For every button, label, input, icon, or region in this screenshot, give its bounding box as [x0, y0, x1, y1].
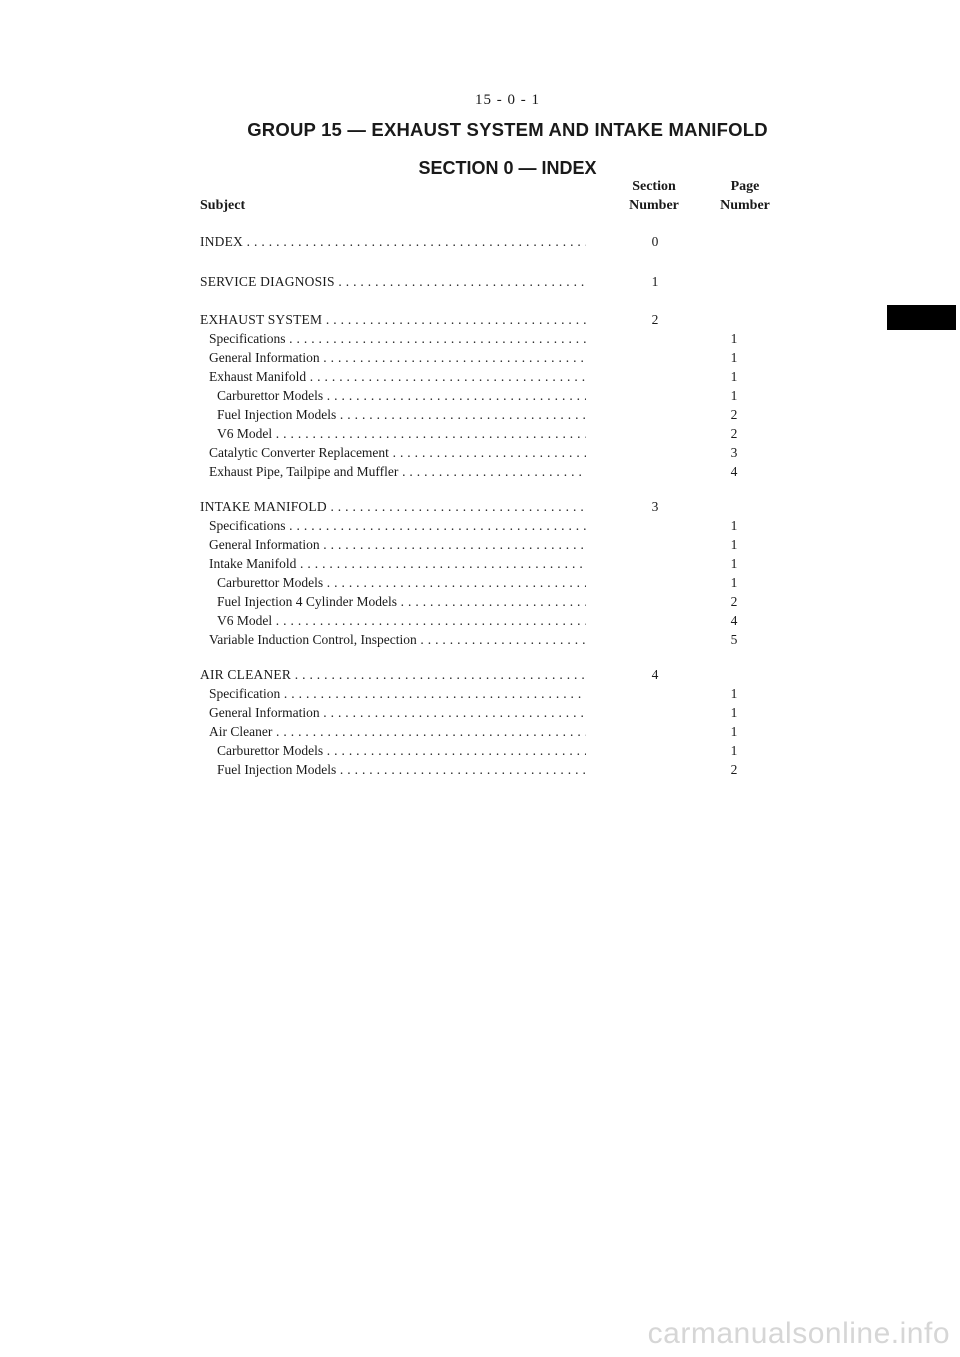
index-entry[interactable] — [200, 232, 785, 251]
entry-page-number: 2 — [730, 407, 738, 422]
index-entry[interactable] — [200, 405, 785, 424]
entry-label: Specifications . . . — [200, 516, 586, 535]
entry-page-number: 1 — [730, 686, 738, 701]
entry-label: Air Cleaner . . . — [200, 722, 586, 741]
entry-label: EXHAUST SYSTEM . . . — [200, 310, 586, 329]
page-number: 15 - 0 - 1 — [475, 92, 540, 108]
entry-section-number: 4 — [651, 667, 659, 682]
index-entry[interactable] — [200, 516, 785, 535]
entry-label: Specification . . . — [200, 684, 586, 703]
entry-label: Fuel Injection Models . . . — [200, 760, 586, 779]
entry-label: Carburettor Models . . . — [200, 386, 586, 405]
watermark: carmanualsonline.info — [647, 1317, 950, 1350]
index-entry[interactable] — [200, 630, 785, 649]
entry-page-number: 1 — [730, 575, 738, 590]
entry-page-number: 4 — [730, 613, 738, 628]
entry-label: Fuel Injection 4 Cylinder Models . . . — [200, 592, 586, 611]
index-entry[interactable] — [200, 722, 785, 741]
group-title: GROUP 15 — EXHAUST SYSTEM AND INTAKE MANIFOLD — [247, 119, 768, 140]
entry-label: Exhaust Manifold . . . — [200, 367, 586, 386]
entry-page-number: 1 — [730, 537, 738, 552]
entry-label: V6 Model . . . — [200, 611, 586, 630]
index-entry[interactable] — [200, 760, 785, 779]
section-thumb-tab — [887, 305, 956, 330]
entry-label: Catalytic Converter Replacement . . . — [200, 443, 586, 462]
entry-section-number: 2 — [651, 312, 659, 327]
page-header-line2: Number — [720, 198, 770, 213]
entry-label: General Information . . . — [200, 535, 586, 554]
entry-label: INDEX . . . — [200, 232, 586, 251]
index-entry[interactable] — [200, 573, 785, 592]
entry-page-number: 1 — [730, 331, 738, 346]
entry-page-number: 1 — [730, 556, 738, 571]
entry-label: Exhaust Pipe, Tailpipe and Muffler . . . — [200, 462, 586, 481]
index-entry[interactable] — [200, 497, 785, 516]
section-number-column-header — [617, 177, 691, 215]
index-entry[interactable] — [200, 554, 785, 573]
entry-label: AIR CLEANER . . . — [200, 665, 586, 684]
entry-label: Carburettor Models . . . — [200, 741, 586, 760]
entry-label: Specifications . . . — [200, 329, 586, 348]
entry-page-number: 2 — [730, 426, 738, 441]
subject-column-header: Subject — [200, 198, 246, 213]
index-entry[interactable] — [200, 329, 785, 348]
index-entry[interactable] — [200, 592, 785, 611]
index-entry[interactable] — [200, 310, 785, 329]
entry-section-number: 1 — [651, 274, 659, 289]
index-entry[interactable] — [200, 611, 785, 630]
entry-page-number: 2 — [730, 594, 738, 609]
entry-page-number: 2 — [730, 762, 738, 777]
index-entry[interactable] — [200, 443, 785, 462]
index-entry[interactable] — [200, 665, 785, 684]
entry-page-number: 3 — [730, 445, 738, 460]
entry-section-number: 3 — [651, 499, 659, 514]
section-title: SECTION 0 — INDEX — [418, 158, 597, 178]
index-entry[interactable] — [200, 703, 785, 722]
index-entry[interactable] — [200, 424, 785, 443]
entry-page-number: 1 — [730, 369, 738, 384]
entry-label: General Information . . . — [200, 348, 586, 367]
index-entry[interactable] — [200, 386, 785, 405]
entry-label: Fuel Injection Models . . . — [200, 405, 586, 424]
index-entry[interactable] — [200, 741, 785, 760]
entry-label: INTAKE MANIFOLD . . . — [200, 497, 586, 516]
entry-section-number: 0 — [651, 234, 659, 249]
page-header-line1: Page — [730, 179, 760, 194]
entry-page-number: 1 — [730, 518, 738, 533]
entry-page-number: 1 — [730, 743, 738, 758]
index-entry[interactable] — [200, 272, 785, 291]
entry-label: SERVICE DIAGNOSIS . . . — [200, 272, 586, 291]
entry-page-number: 1 — [730, 705, 738, 720]
entry-page-number: 1 — [730, 388, 738, 403]
index-entry[interactable] — [200, 367, 785, 386]
entry-label: V6 Model . . . — [200, 424, 586, 443]
section-header-line1: Section — [632, 179, 676, 194]
entry-page-number: 1 — [730, 724, 738, 739]
index-entry[interactable] — [200, 462, 785, 481]
page-number-column-header — [708, 177, 782, 215]
entry-page-number: 5 — [730, 632, 738, 647]
entry-page-number: 4 — [730, 464, 738, 479]
entry-label: General Information . . . — [200, 703, 586, 722]
entry-label: Intake Manifold . . . — [200, 554, 586, 573]
section-header-line2: Number — [629, 198, 679, 213]
index-entry[interactable] — [200, 535, 785, 554]
index-entry[interactable] — [200, 684, 785, 703]
entry-label: Variable Induction Control, Inspection . . . — [200, 630, 586, 649]
entry-label: Carburettor Models . . . — [200, 573, 586, 592]
entry-page-number: 1 — [730, 350, 738, 365]
index-entry[interactable] — [200, 348, 785, 367]
